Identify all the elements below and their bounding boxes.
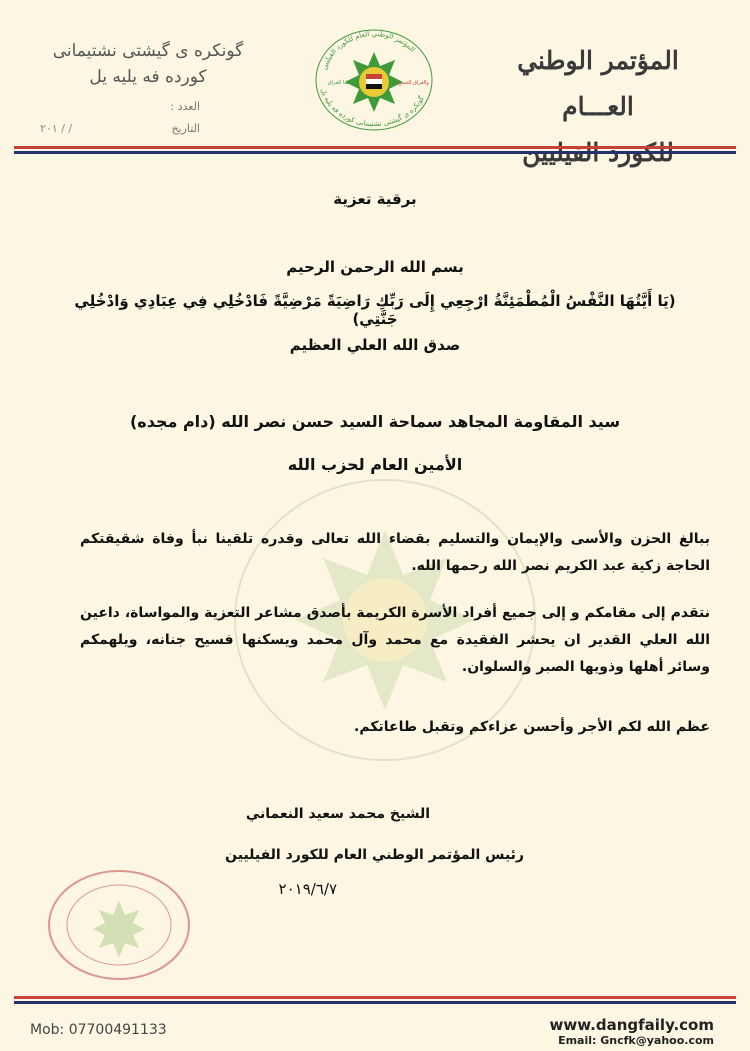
addressee-line1: سيد المقاومة المجاهد سماحة السيد حسن نصر الله (دام مجده): [129, 412, 621, 431]
official-stamp-icon: [44, 866, 194, 984]
website-link[interactable]: www.dangfaily.com: [549, 1016, 714, 1034]
logo-ring-text-lower: گونكره ى گيشتى نشتيمانى كورده فه يليه يل: [319, 87, 426, 129]
date-blank: / / ٢٠١: [40, 122, 73, 135]
mobile-number: Mob: 07700491133: [30, 1022, 167, 1038]
logo-ring-text: المؤتمر الوطني العام للكورد الفيليين: [319, 29, 417, 71]
email-address[interactable]: Email: Gncfk@yahoo.com: [558, 1034, 714, 1047]
body-paragraph-3: عظم الله لكم الأجر وأحسن عزاءكم وتقبل طاعاتكم.: [354, 719, 710, 735]
header-rule-red: [14, 146, 736, 149]
number-label: العدد :: [170, 100, 200, 113]
logo-inner-left: كلنا للعراق: [327, 80, 350, 86]
quran-verse: (يَا أَيَّتُهَا النَّفْسُ الْمُطْمَئِنَّةُ ارْجِعِي إِلَى رَبِّكِ رَاضِيَةً مَرْضِيَّةً فَادْخُلِي فِي عِبَادِي وَادْخُلِي جَنَّتِي): [74, 292, 676, 328]
org-name-kurdish: [28, 38, 268, 90]
sadaq-line: صدق الله العلي العظيم: [289, 336, 461, 354]
basmala: بسم الله الرحمن الرحيم: [286, 258, 464, 276]
org-name-kurdish-line2: كورده فه يليه يل: [89, 67, 207, 87]
signatory-position: رئيس المؤتمر الوطني العام للكورد الفيليين: [225, 847, 524, 863]
org-name-arabic: [478, 38, 718, 176]
org-name-arabic-line1: المؤتمر الوطني العـــام: [517, 46, 679, 121]
signature-date: ٢٠١٩/٦/٧: [278, 880, 337, 898]
logo-inner-right: والعراق للجميع: [398, 80, 429, 86]
organization-logo: [304, 22, 444, 132]
addressee-line2: الأمين العام لحزب الله: [287, 455, 463, 474]
star-emblem-icon: [345, 52, 403, 112]
letter-title: برقية تعزية: [333, 190, 417, 208]
reference-fields: [40, 96, 200, 140]
date-label: التاريخ: [171, 122, 200, 135]
footer-rule-red: [14, 996, 736, 999]
body-paragraph-1: ببالغ الحزن والأسى والإيمان والتسليم بقضاء الله تعالى وقدره تلقينا نبأ وفاة شقيقتكم الحاجة زكية عبد الكريم نصر الله رحمها الله.: [80, 531, 710, 574]
footer-rule-blue: [14, 1001, 736, 1004]
signatory-name: الشيخ محمد سعيد النعماني: [245, 806, 430, 822]
header-rule-blue: [14, 151, 736, 154]
org-name-kurdish-line1: گونكره ى گيشتى نشتيمانى: [52, 41, 244, 61]
body-paragraph-2: نتقدم إلى مقامكم و إلى جميع أفراد الأسرة الكريمة بأصدق مشاعر التعزية والمواساة، داعين الله العلي القدير ان يحشر الفقيدة مع محمد وآل محمد ويسكنها فسيح جنانه، ويلهمكم وسائر أهلها وذويها الصبر والسلوان.: [80, 605, 710, 675]
